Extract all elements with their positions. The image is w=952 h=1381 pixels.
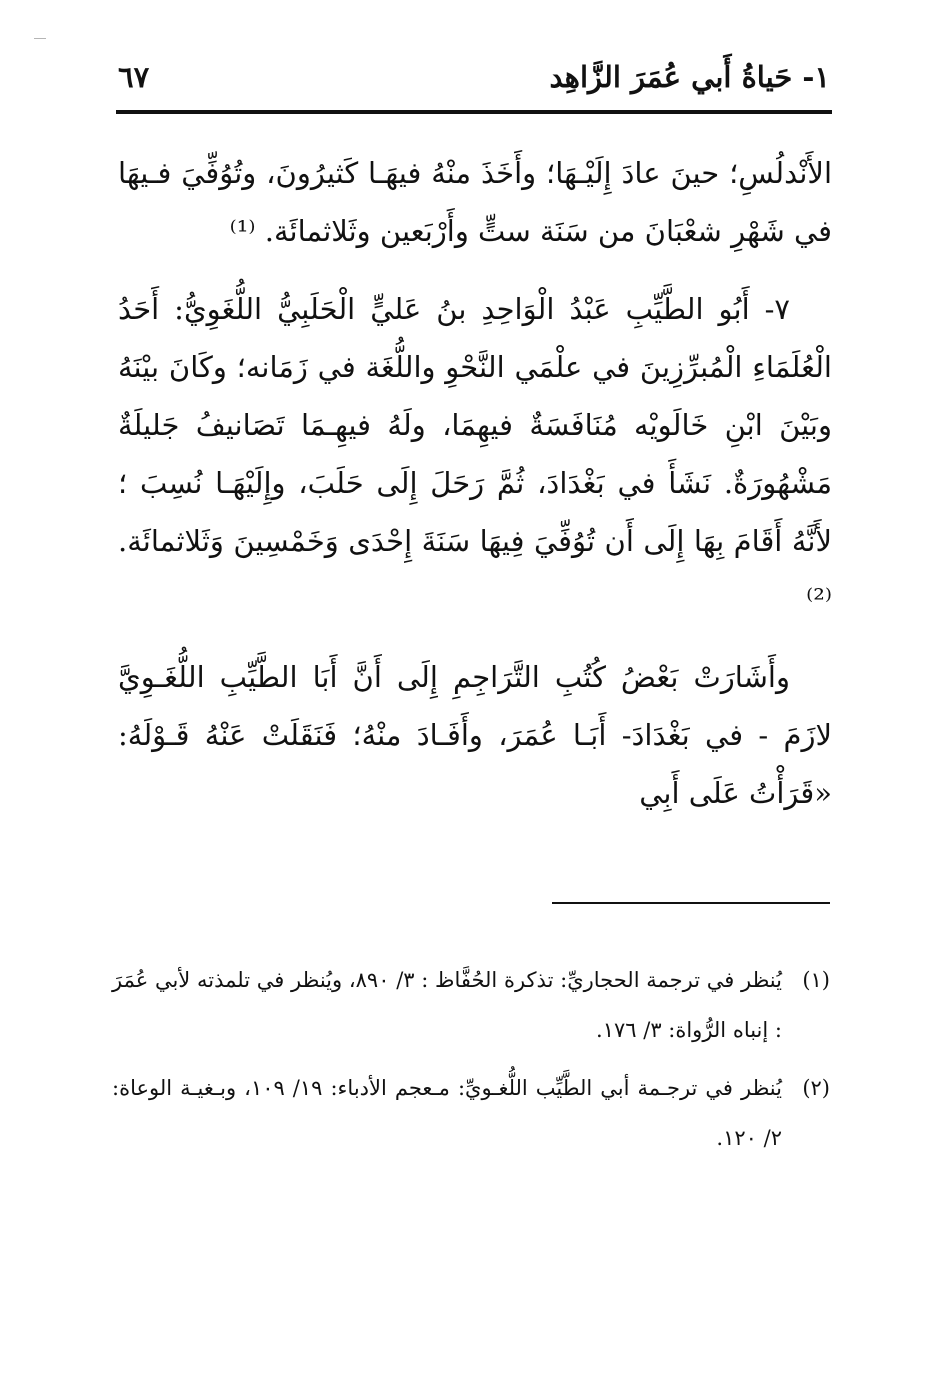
footnote-marker: (٢) [802, 1076, 830, 1100]
paragraph-biography-entry: ٧- أَبُو الطَّيِّبِ عَبْدُ الْوَاحِدِ بنُ عَليٍّ الْحَلَبِيُّ اللُّغَوِيُّ: أَحَدُ الْعُلَمَاءِ الْمُبرِّزِينَ في علْمَي النَّحْوِ واللُّغَة في زَمَانه؛ وكَانَ بيْنَهُ وبَيْنَ ابْنِ خَالَويْه مُنَافَسَةٌ فيهِمَا، ولَهُ فيهِـمَا تَصَانيفُ جَليلَةٌ مَشْهُورَةٌ. نَشَأَ في بَغْدَادَ، ثُمَّ رَحَلَ إِلَى حَلَبَ، وإِلَيْهَـا نُسِبَ ؛ لأَنَّهُ أَقَامَ بِهَا إِلَى أَن تُوُفِّيَ فِيهَا سَنَةَ إِحْدَى وَخَمْسِينَ وَثَلاثمائَة. ⁽²⁾ [118, 292, 832, 616]
page-edge-mark [34, 38, 46, 39]
footnote-marker: (١) [802, 968, 830, 992]
page-header [118, 52, 830, 108]
footnote-2 [112, 1063, 830, 1163]
footnotes [112, 955, 830, 1171]
page-number: ٦٧ [118, 60, 150, 94]
header-rule [116, 110, 832, 114]
paragraph-continuation: الأَنْدلُسِ؛ حينَ عادَ إِلَيْـهَا؛ وأَخَذَ منْهُ فيهَـا كَثيرُونَ، وتُوُفِّيَ فـيهَا في شَهْرِ شعْبَانَ من سَنَة ستٍّ وأَرْبَعين وثَلاثمائَة. ⁽¹⁾ [118, 156, 832, 248]
footnote-text: يُنظر في ترجـمة أبي الطَّيِّب اللُّغـويِّ: مـعجم الأدباء: ١٩/ ١٠٩، وبـغيـة الوعاة: ٢/ ١٢٠. [112, 1076, 782, 1150]
footnote-1 [112, 955, 830, 1055]
footnote-separator [552, 902, 830, 904]
running-title: ١- حَياةُ أَبي عُمَرَ الزَّاهِد [549, 60, 830, 94]
footnote-text: يُنظر في ترجمة الحجاريِّ: تذكرة الحُفَّاظ : ٣/ ٨٩٠، ويُنظر في تلمذته لأبي عُمَرَ : إنباه الرُّواة: ٣/ ١٧٦. [112, 968, 782, 1042]
paragraph-reference-note: وأَشَارَتْ بَعْضُ كُتُبِ التَّرَاجِمِ إِلَى أَنَّ أَبَا الطَّيِّبِ اللُّغَـوِيَّ لازَمَ - في بَغْدَادَ- أَبَـا عُمَرَ، وأَفَـادَ منْهُ؛ فَنَقَلَتْ عَنْهُ قَـوْلَهُ: «قَرَأْتُ عَلَى أَبِي [118, 660, 832, 810]
main-text [118, 144, 832, 822]
